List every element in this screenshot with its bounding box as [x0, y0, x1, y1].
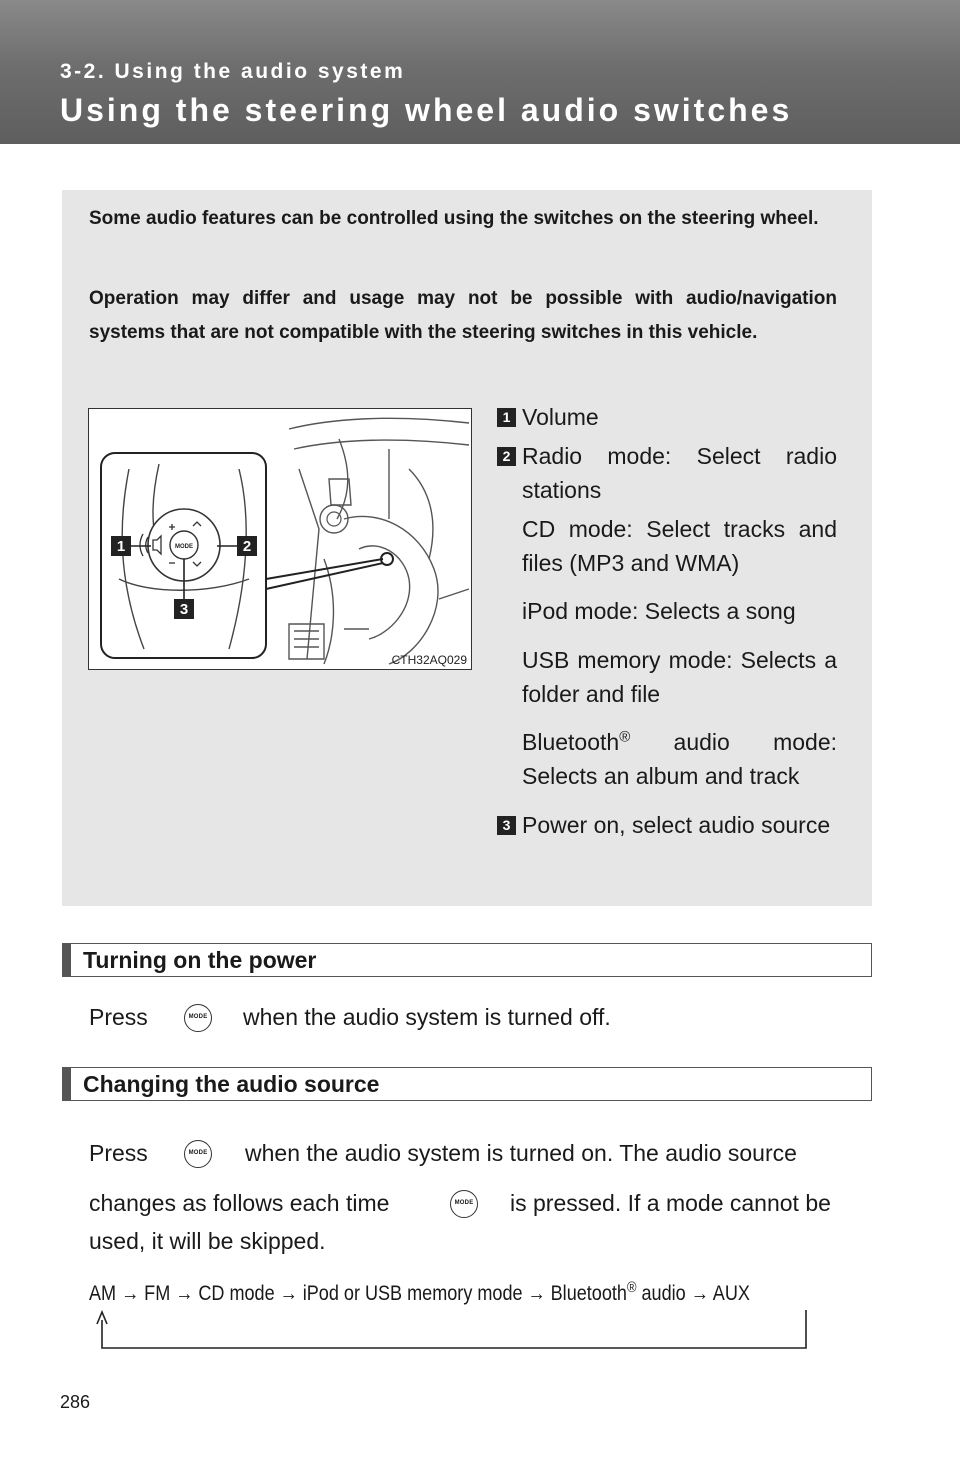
steering-wheel-illustration — [89, 409, 472, 670]
callout-badge-2 — [237, 536, 257, 556]
mode-button-icon: MODE — [450, 1190, 478, 1218]
source-instruction-line2b: is pressed. If a mode cannot be — [510, 1190, 831, 1216]
legend-text-volume: Volume — [522, 404, 599, 430]
mode-button-icon: MODE — [184, 1140, 212, 1168]
power-press-label: Press — [89, 1004, 148, 1030]
legend-text-cd: CD mode: Select tracks and files (MP3 and WMA) — [522, 516, 837, 576]
source-instruction-line3: used, it will be skipped. — [89, 1228, 326, 1254]
intro-paragraph-1: Some audio features can be controlled using the switches on the steering wheel. — [89, 208, 819, 229]
page-number: 286 — [60, 1392, 91, 1412]
legend-text-bluetooth: Bluetooth® audio mode: Selects an album and track — [522, 728, 837, 789]
page-title: Using the steering wheel audio switches — [60, 92, 793, 128]
svg-text:2: 2 — [242, 538, 252, 555]
subheading-power: Turning on the power — [62, 943, 872, 977]
mode-button-icon: MODE — [184, 1004, 212, 1032]
cycle-return-arrow — [92, 1310, 812, 1354]
section-label: 3-2. Using the audio system — [60, 60, 406, 83]
number-badge-3: 3 — [497, 816, 516, 835]
intro-paragraph-2: Operation may differ and usage may not be possible with audio/navigation systems that are not compatible with the steering switches in this vehicle. — [89, 288, 837, 343]
power-instruction: when the audio system is turned off. — [243, 1004, 611, 1030]
svg-text:3: 3 — [179, 601, 189, 618]
registered-mark: ® — [626, 1279, 637, 1296]
source-instruction-line1: when the audio system is turned on. The audio source — [245, 1140, 797, 1166]
callout-badge-3 — [174, 599, 194, 619]
source-cycle-sequence: AM → FM → CD mode → iPod or USB memory mode → Bluetooth® audio → AUX — [89, 1279, 750, 1305]
registered-mark: ® — [619, 728, 631, 746]
subheading-audio-source: Changing the audio source — [62, 1067, 872, 1101]
source-press-label: Press — [89, 1140, 148, 1166]
diagram-code: CTH32AQ029 — [391, 653, 467, 667]
legend-text-power: Power on, select audio source — [522, 812, 831, 838]
number-badge-1: 1 — [497, 408, 516, 427]
callout-badge-1 — [111, 536, 131, 556]
legend-text-radio: Radio mode: Select radio stations — [522, 443, 837, 503]
number-badge-2: 2 — [497, 447, 516, 466]
diagram-mode-label: MODE — [175, 544, 193, 550]
svg-text:1: 1 — [116, 538, 126, 555]
legend-text-ipod: iPod mode: Selects a song — [522, 598, 796, 624]
source-instruction-line2a: changes as follows each time — [89, 1190, 390, 1216]
legend-text-usb: USB memory mode: Selects a folder and file — [522, 647, 837, 707]
steering-wheel-diagram — [88, 408, 472, 670]
page-header — [0, 0, 960, 144]
